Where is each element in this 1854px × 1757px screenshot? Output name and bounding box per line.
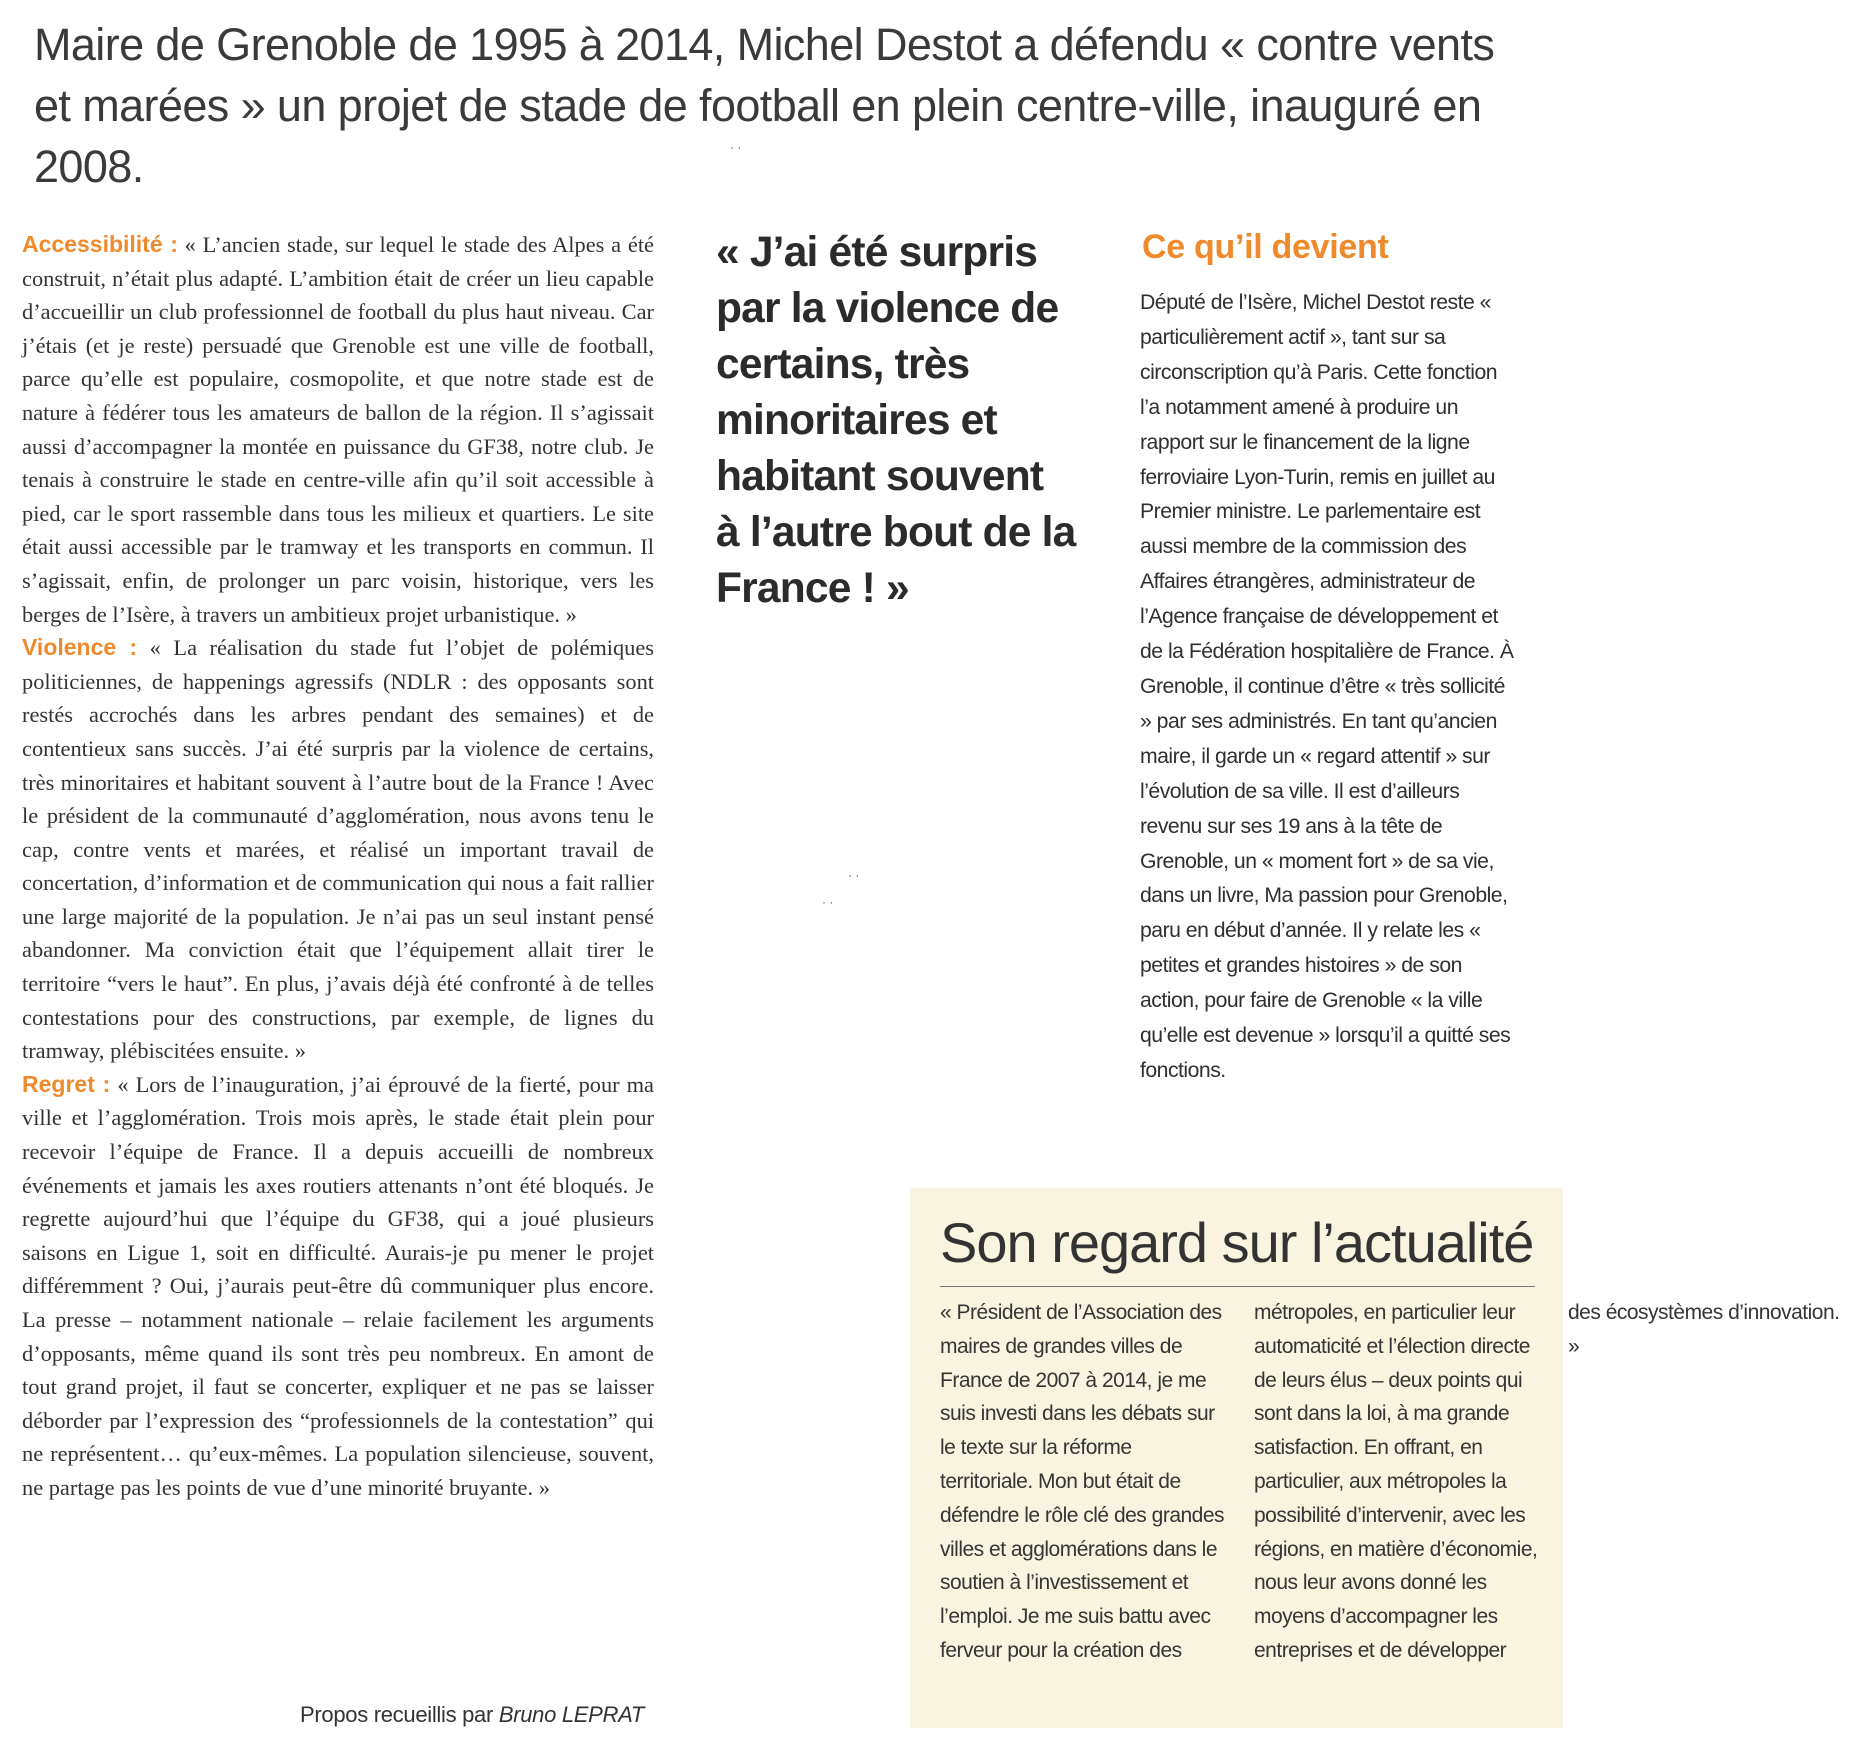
section-violence — [22, 631, 654, 1068]
section-keyword: Regret : — [22, 1070, 111, 1097]
regard-sidebar — [910, 1188, 1840, 1728]
regard-text: « Président de l’Association des maires de grandes villes de France de 2007 à 2014, je me suis investi dans les débats sur le texte sur la réforme territoriale. Mon but était de défendre le rôle clé des grandes villes et agglomérations dans le soutien à l’investissement et l’emploi. Je me suis battu avec ferveur pour la création des métropoles, en particulier leur automaticité et l’élection directe de leurs élus – deux points qui sont dans la loi, à ma grande satisfaction. En offrant, en particulier, aux métropoles la possibilité d’intervenir, avec les régions, en matière d’économie, nous leur avons donné les moyens d’accompagner les entreprises et de développer des écosystèmes d’innovation. » — [940, 1301, 1840, 1662]
ce-qu-il-devient-body — [1140, 286, 1520, 1089]
section-keyword: Accessibilité : — [22, 231, 178, 257]
headline: Maire de Grenoble de 1995 à 2014, Michel Destot a défendu « contre vents et marées » un projet de stade de football en plein centre-ville, inauguré en 2008. — [34, 19, 1495, 192]
section-text: « Lors de l’inauguration, j’ai éprouvé de la fierté, pour ma ville et l’agglomération. Trois mois après, le stade était plein pour recevoir l’équipe de France. Il a depuis accueilli de nombreux événements et jamais les axes routiers attenants n’ont été bloqués. Je regrette aujourd’hui que l’équipe du GF38, qui a joué plusieurs saisons en Ligue 1, soit en difficulté. Aurais-je pu mener le projet différemment ? Oui, j’aurais peut-être dû communiquer plus encore. La presse – notamment nationale – relaie facilement les arguments d’opposants, même quand ils sont très peu nombreux. En amont de tout grand projet, il faut se concerter, expliquer et ne pas se laisser déborder par l’expression des “professionnels de la contestation” qui ne représentent… qu’eux-mêmes. La population silencieuse, souvent, ne partage pas les points de vue d’une minorité bruyante. » — [22, 1071, 654, 1500]
section-text: « La réalisation du stade fut l’objet de polémiques politiciennes, de happenings agressifs (NDLR : des opposants sont restés accrochés dans les arbres pendant des semaines) et de contentieux sans succès. J’ai été surpris par la violence de certains, très minoritaires et habitant souvent à l’autre bout de la France ! Avec le président de la communauté d’agglomération, nous avons tenu le cap, contre vents et marées, et réalisé un important travail de concertation, d’information et de communication qui nous a fait rallier une large majorité de la population. Je n’ai pas un seul instant pensé abandonner. Ma conviction était que l’équipement allait tirer le territoire “vers le haut”. En plus, j’avais déjà été confronté à de telles contestations pour des constructions, par exemple, de lignes du tramway, plébiscitées ensuite. » — [22, 635, 654, 1064]
regard-title: Son regard sur l’actualité — [940, 1211, 1534, 1274]
pull-quote: « J’ai été surpris par la violence de certains, très minoritaires et habitant souvent à l’autre bout de la France ! » — [716, 229, 1076, 612]
credit-author: Bruno LEPRAT — [498, 1702, 644, 1727]
section-accessibilite — [22, 228, 654, 631]
scan-speck: · · — [730, 140, 742, 154]
interview-credit — [22, 1702, 644, 1728]
section-keyword: Violence : — [22, 634, 138, 661]
scan-speck: · · — [848, 868, 860, 882]
section-text: « L’ancien stade, sur lequel le stade des Alpes a été construit, n’était plus adapté. L’ambition était de créer un lieu capable d’accueillir un club professionnel de football du plus haut niveau. Car j’étais (et je reste) persuadé que Grenoble est une ville de football, parce qu’elle est populaire, cosmopolite, et que notre stade est de nature à fédérer tous les amateurs de ballon de la région. Il s’agissait aussi d’accompagner la montée en puissance du GF38, notre club. Je tenais à construire le stade en centre-ville afin qu’il soit accessible à pied, car le sport rassemble dans tous les milieux et quartiers. Le site était aussi accessible par le tramway et les transports en commun. Il s’agissait, enfin, de prolonger un parc voisin, historique, vers les berges de l’Isère, à travers un ambitieux projet urbanistique. » — [22, 232, 654, 627]
credit-prefix: Propos recueillis par — [300, 1702, 499, 1727]
section-regret — [22, 1068, 654, 1505]
ce-qu-il-devient-title: Ce qu’il devient — [1142, 228, 1389, 266]
regard-divider — [940, 1286, 1535, 1287]
interview-body — [22, 228, 654, 1505]
ce-qu-il-devient-text: Député de l’Isère, Michel Destot reste « particulièrement actif », tant sur sa circonscription qu’à Paris. Cette fonction l’a notamment amené à produire un rapport sur le financement de la ligne ferroviaire Lyon-Turin, remis en juillet au Premier ministre. Le parlementaire est aussi membre de la commission des Affaires étrangères, administrateur de l’Agence française de développement et de la Fédération hospitalière de France. À Grenoble, il continue d’être « très sollicité » par ses administrés. En tant qu’ancien maire, il garde un « regard attentif » sur l’évolution de sa ville. Il est d’ailleurs revenu sur ses 19 ans à la tête de Grenoble, un « moment fort » de sa vie, dans un livre, Ma passion pour Grenoble, paru en début d’année. Il y relate les « petites et grandes histoires » de son action, pour faire de Grenoble « la ville qu’elle est devenue » lorsqu’il a quitté ses fonctions. — [1140, 291, 1514, 1082]
scan-speck: · · — [822, 895, 834, 909]
